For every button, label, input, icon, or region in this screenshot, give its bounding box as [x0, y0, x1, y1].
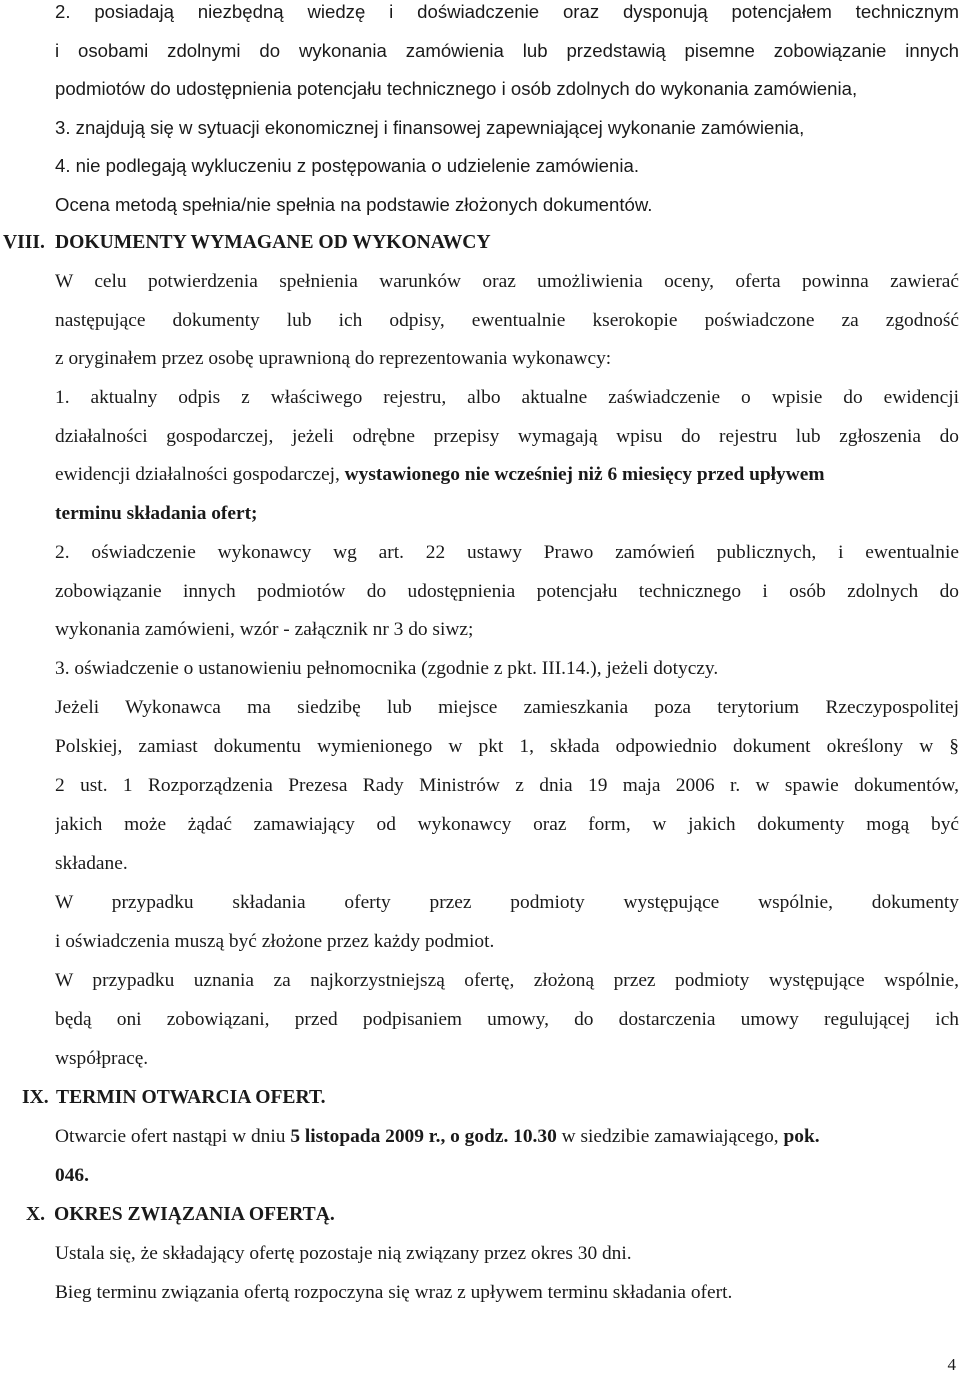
section-heading-viii — [3, 231, 907, 255]
text-line: 4. nie podlegają wykluczeniu z postępowania o udzielenie zamówienia. — [55, 155, 640, 176]
page-number: 4 — [947, 1355, 956, 1374]
text-line: 2. oświadczenie wykonawcy wg art. 22 ustawy Prawo zamówień publicznych, i ewentualnie — [55, 542, 959, 563]
text-plain: Otwarcie ofert nastąpi w dniu — [55, 1126, 291, 1147]
text-line: W przypadku uznania za najkorzystniejszą ofertę, złożoną przez podmioty występujące wspólnie, — [55, 970, 959, 991]
text-line: będą oni zobowiązani, przed podpisaniem umowy, do dostarczenia umowy regulującej ich — [55, 1009, 959, 1030]
text-line: podmiotów do udostępnienia potencjału technicznego i osób zdolnych do wykonania zamówienia, — [55, 78, 858, 99]
text-line: jakich może żądać zamawiający od wykonawcy oraz form, w jakich dokumenty mogą być — [55, 814, 959, 835]
section-number: X. — [26, 1204, 46, 1225]
text-line: wykonania zamówieni, wzór - załącznik nr 3 do siwz; — [55, 619, 474, 640]
text-plain: w siedzibie zamawiającego, — [556, 1126, 784, 1147]
section-title: DOKUMENTY WYMAGANE OD WYKONAWCY — [55, 232, 491, 253]
text-line: współpracę. — [55, 1048, 149, 1069]
text-line: 3. znajdują się w sytuacji ekonomicznej i finansowej zapewniającej wykonanie zamówienia, — [55, 117, 805, 138]
text-bold: pok. — [783, 1126, 820, 1147]
text-bold: wystawionego nie wcześniej niż 6 miesięcy przed upływem — [344, 464, 825, 485]
text-line: z oryginałem przez osobę uprawnioną do reprezentowania wykonawcy: — [55, 348, 612, 369]
text-line — [55, 463, 959, 487]
text-line: Polskiej, zamiast dokumentu wymienionego w pkt 1, składa odpowiednio dokument określony w § — [55, 736, 959, 757]
text-line: składane. — [55, 853, 128, 874]
text-line: i oświadczenia muszą być złożone przez każdy podmiot. — [55, 931, 495, 952]
text-line: działalności gospodarczej, jeżeli odrębne przepisy wymagają wpisu do rejestru lub zgłoszenia do — [55, 426, 959, 447]
text-line: Ocena metodą spełnia/nie spełnia na podstawie złożonych dokumentów. — [55, 194, 653, 215]
section-title: TERMIN OTWARCIA OFERT. — [56, 1087, 326, 1108]
text-line: Ustala się, że składający ofertę pozostaje nią związany przez okres 30 dni. — [55, 1243, 632, 1264]
text-line: 2 ust. 1 Rozporządzenia Prezesa Rady Ministrów z dnia 19 maja 2006 r. w spawie dokumentów, — [55, 775, 959, 796]
text-line: W celu potwierdzenia spełnienia warunków oraz umożliwienia oceny, oferta powinna zawierać — [55, 271, 959, 292]
section-title: OKRES ZWIĄZANIA OFERTĄ. — [54, 1204, 335, 1225]
text-line: następujące dokumenty lub ich odpisy, ewentualnie kserokopie poświadczone za zgodność — [55, 310, 959, 331]
text-line: 3. oświadczenie o ustanowieniu pełnomocnika (zgodnie z pkt. III.14.), jeżeli dotyczy. — [55, 658, 719, 679]
section-heading-x — [26, 1203, 930, 1227]
section-number: VIII. — [3, 232, 45, 253]
text-line: Bieg terminu związania ofertą rozpoczyna się wraz z upływem terminu składania ofert. — [55, 1282, 733, 1303]
text-bold: 5 listopada 2009 r., o godz. 10.30 — [290, 1126, 557, 1147]
text-line: W przypadku składania oferty przez podmioty występujące wspólnie, dokumenty — [55, 892, 959, 913]
text-line: 046. — [55, 1165, 89, 1186]
text-line: 2. posiadają niezbędną wiedzę i doświadczenie oraz dysponują potencjałem technicznym — [55, 1, 959, 22]
text-line: Jeżeli Wykonawca ma siedzibę lub miejsce zamieszkania poza terytorium Rzeczypospolitej — [55, 697, 959, 718]
section-number: IX. — [22, 1087, 49, 1108]
text-line: zobowiązanie innych podmiotów do udostępnienia potencjału technicznego i osób zdolnych do — [55, 581, 959, 602]
text-line — [55, 1125, 959, 1149]
section-heading-ix — [22, 1086, 926, 1110]
text-line: i osobami zdolnymi do wykonania zamówienia lub przedstawią pisemne zobowiązanie innych — [55, 40, 959, 61]
text-line: 1. aktualny odpis z właściwego rejestru, albo aktualne zaświadczenie o wpisie do ewidencji — [55, 387, 959, 408]
text-plain: ewidencji działalności gospodarczej, — [55, 464, 345, 485]
text-line: terminu składania ofert; — [55, 503, 258, 524]
